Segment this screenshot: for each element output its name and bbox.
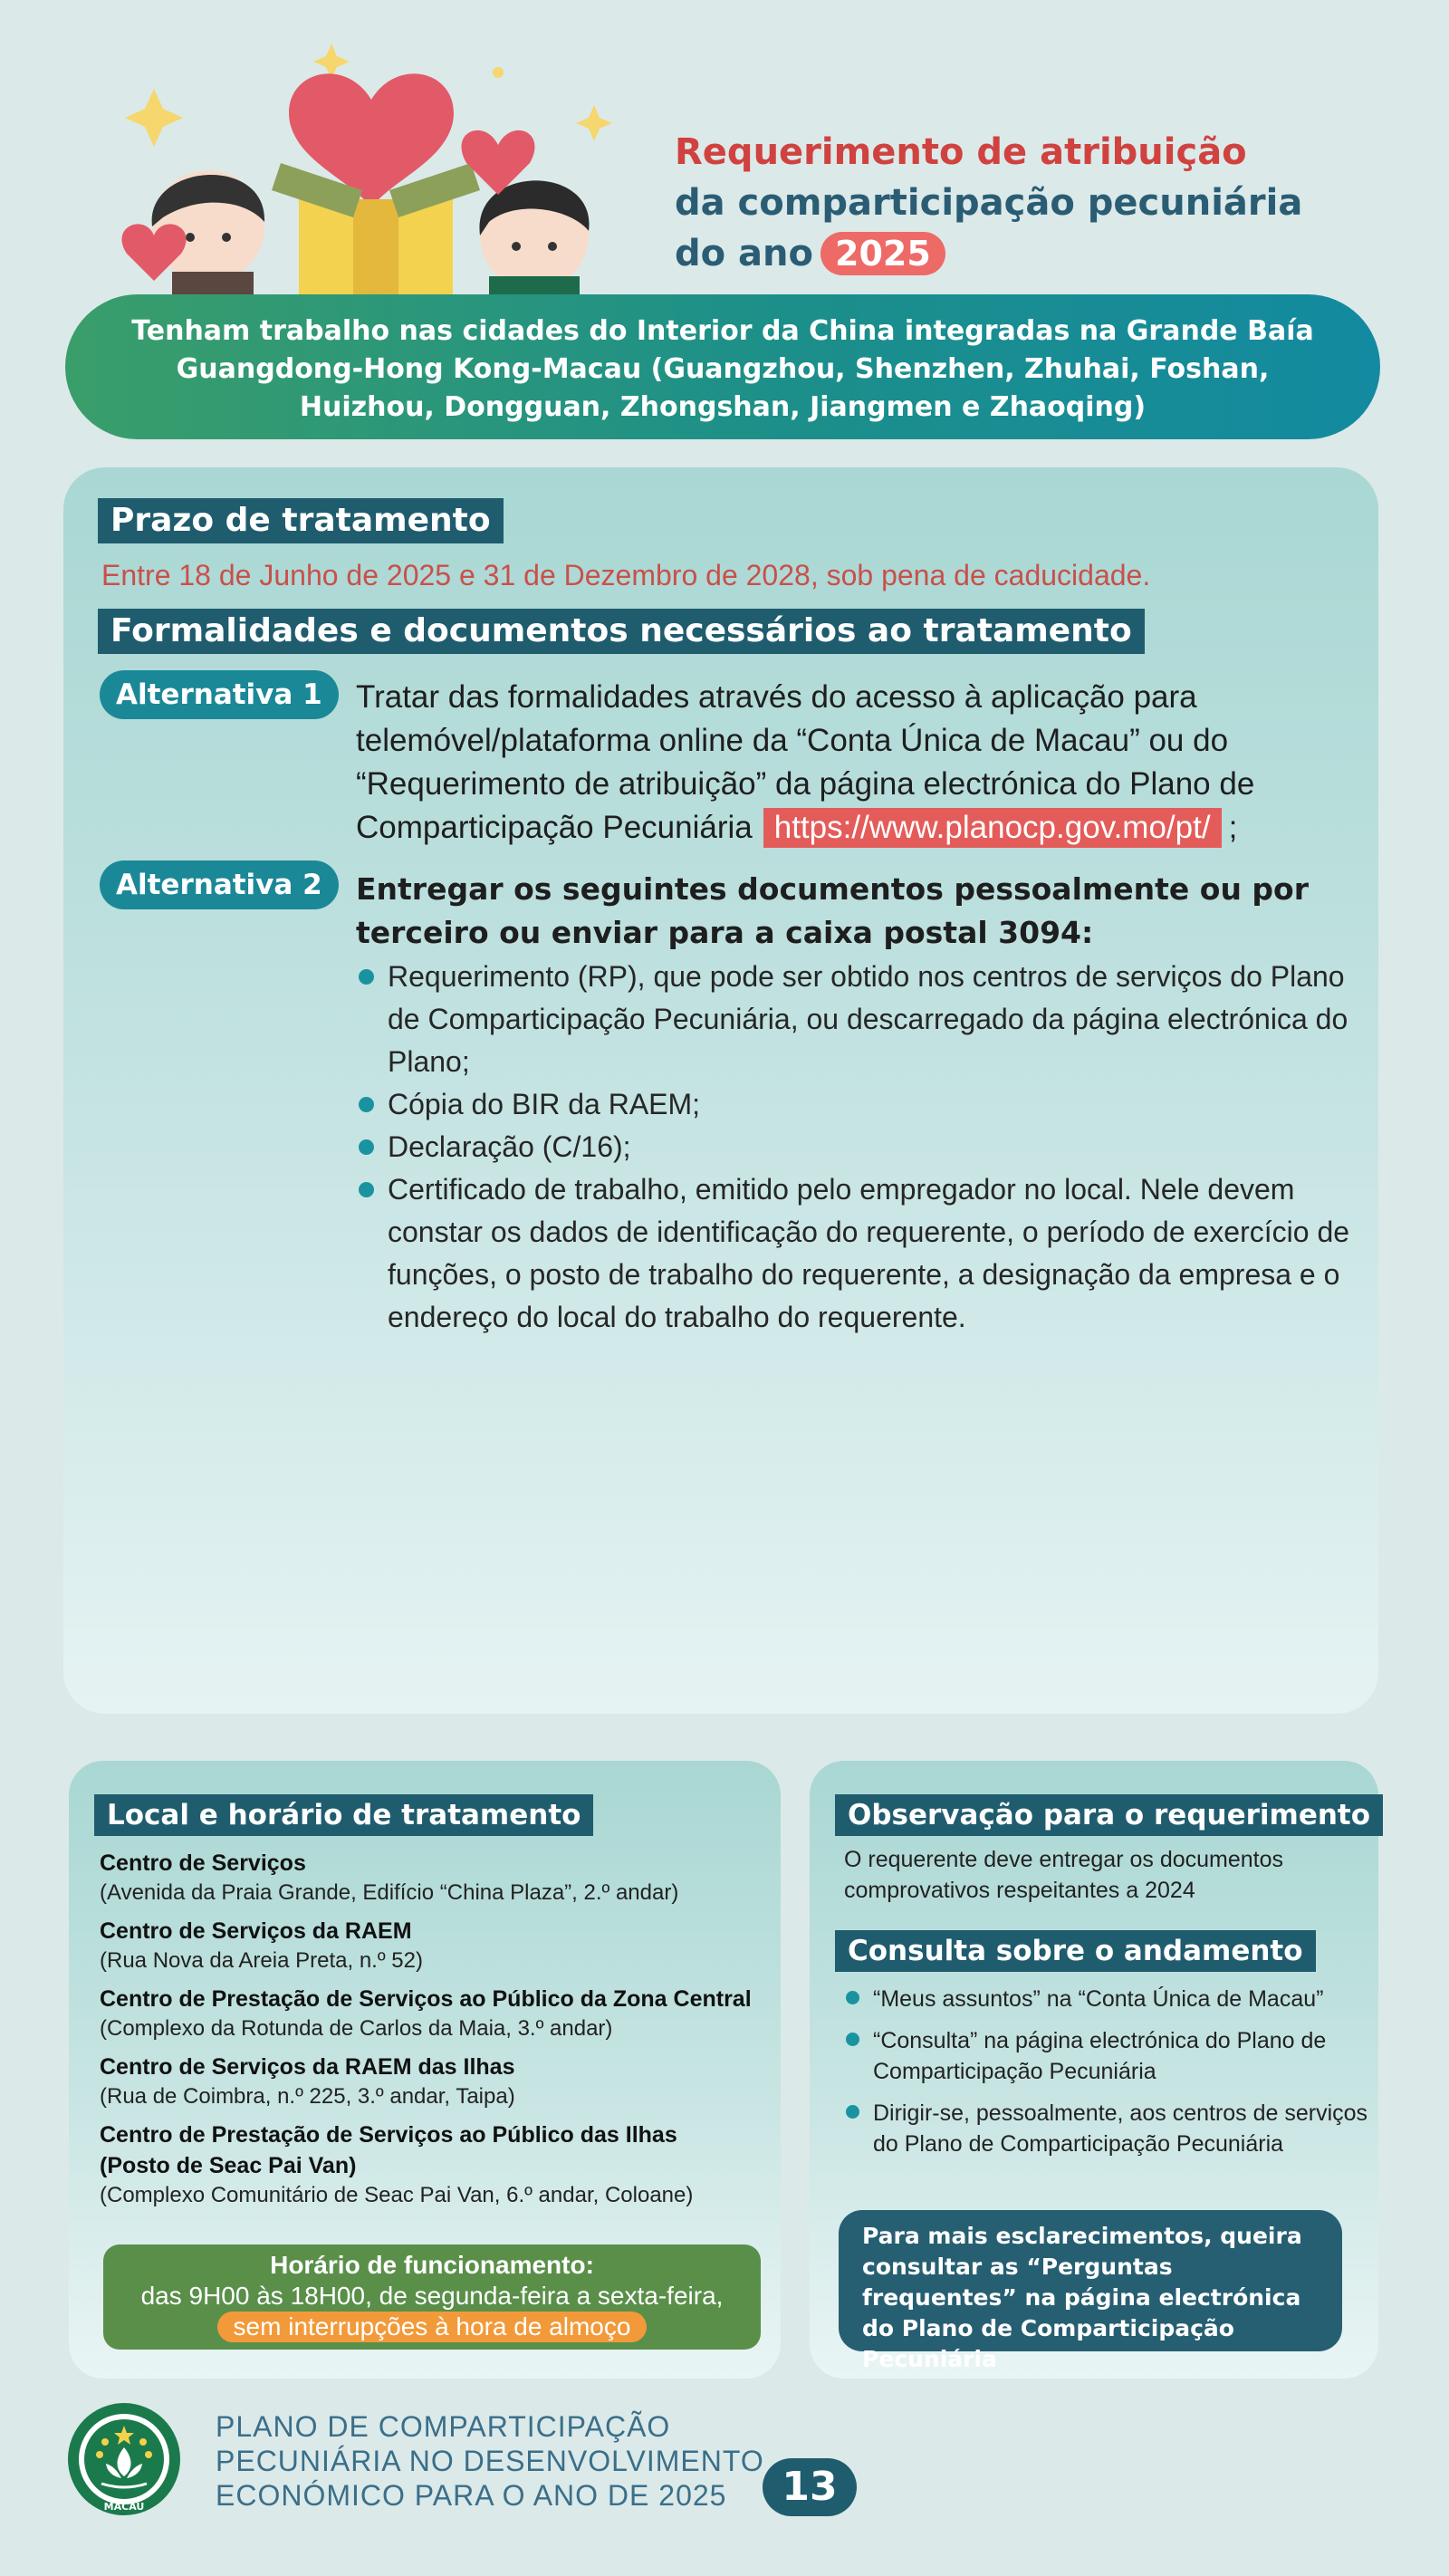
centre-item (100, 1984, 770, 2043)
page-number: 13 (763, 2458, 857, 2516)
prazo-heading: Prazo de tratamento (98, 498, 504, 543)
centre-item (100, 2052, 770, 2111)
hours-note: sem interrupções à hora de almoço (217, 2312, 648, 2342)
alternativa-1-suffix: ; (1228, 810, 1238, 845)
documents-list (388, 956, 1366, 1339)
centre-name: Centro de Serviços (100, 1850, 306, 1876)
centre-address: (Avenida da Praia Grande, Edifício “China Plaza”, 2.º andar) (100, 1880, 679, 1905)
title-line-3-text: do ano (675, 233, 813, 274)
opening-hours-box (103, 2244, 761, 2350)
centre-name: Centro de Prestação de Serviços ao Público da Zona Central (100, 1986, 752, 2012)
hours-text: das 9H00 às 18H00, de segunda-feira a sexta-feira, (140, 2282, 724, 2310)
footer-line-1: PLANO DE COMPARTICIPAÇÃO (216, 2410, 671, 2443)
footer-line-3: ECONÓMICO PARA O ANO DE 2025 (216, 2479, 727, 2512)
consulta-list (873, 1984, 1371, 2170)
faq-box: Para mais esclarecimentos, queira consultar as “Perguntas frequentes” na página electrónica do Plano de Comparticipação Pecuniária (839, 2210, 1342, 2351)
list-item: Declaração (C/16); (388, 1126, 1366, 1168)
observacao-heading: Observação para o requerimento (835, 1794, 1383, 1836)
centre-address: (Rua Nova da Areia Preta, n.º 52) (100, 1948, 423, 1973)
centre-name: Centro de Prestação de Serviços ao Público das Ilhas (Posto de Seac Pai Van) (100, 2122, 677, 2178)
alternativa-1-label: Alternativa 1 (100, 670, 339, 719)
title-line-2: da comparticipação pecuniária (675, 182, 1303, 224)
centre-address: (Complexo da Rotunda de Carlos da Maia, 3.º andar) (100, 2016, 613, 2041)
alternativa-1-body: Tratar das formalidades através do acesso à aplicação para telemóvel/plataforma online da “Conta Única de Macau” ou do “Requerimento de atribuição” da página electrónica do Plano de Comparticipação Pecuniária (356, 679, 1255, 845)
centre-address: (Complexo Comunitário de Seac Pai Van, 6.º andar, Coloane) (100, 2183, 694, 2207)
prazo-text: Entre 18 de Junho de 2025 e 31 de Dezembro de 2028, sob pena de caducidade. (101, 559, 1151, 591)
list-item: “Meus assuntos” na “Conta Única de Macau” (873, 1984, 1371, 2014)
observacao-text: O requerente deve entregar os documentos comprovativos respeitantes a 2024 (844, 1847, 1284, 1903)
footer-line-2: PECUNIÁRIA NO DESENVOLVIMENTO (216, 2445, 764, 2477)
eligibility-banner: Tenham trabalho nas cidades do Interior da China integradas na Grande Baía Guangdong-Hong Kong-Macau (Guangzhou, Shenzhen, Zhuhai, Foshan, Huizhou, Dongguan, Zhongshan, Jiangmen e Zhaoqing) (65, 294, 1380, 439)
year-badge: 2025 (820, 232, 945, 275)
hours-title: Horário de funcionamento: (270, 2251, 594, 2279)
title-line-3 (675, 228, 945, 279)
list-item: Dirigir-se, pessoalmente, aos centros de serviços do Plano de Comparticipação Pecuniária (873, 2098, 1371, 2159)
emblem-label: MACAU (103, 2501, 145, 2513)
consulta-heading: Consulta sobre o andamento (835, 1930, 1316, 1972)
centre-name: Centro de Serviços da RAEM (100, 1918, 412, 1944)
local-heading: Local e horário de tratamento (94, 1794, 593, 1836)
centre-address: (Rua de Coimbra, n.º 225, 3.º andar, Taipa) (100, 2084, 515, 2109)
centre-name: Centro de Serviços da RAEM das Ilhas (100, 2054, 515, 2080)
alternativa-2-text: Entregar os seguintes documentos pessoalmente ou por terceiro ou enviar para a caixa postal 3094: (356, 871, 1310, 950)
centres-list (100, 1848, 770, 2218)
title-line-1: Requerimento de atribuição (675, 131, 1247, 173)
centre-item (100, 1848, 770, 1908)
list-item: Certificado de trabalho, emitido pelo empregador no local. Nele devem constar os dados de identificação do requerente, o período de exercício de funções, o posto de trabalho do requerente, a designação da empresa e o endereço do local do trabalho do requerente. (388, 1168, 1366, 1339)
alternativa-2-label: Alternativa 2 (100, 860, 339, 909)
plan-website-link[interactable]: https://www.planocp.gov.mo/pt/ (763, 808, 1222, 848)
formalidades-heading: Formalidades e documentos necessários ao tratamento (98, 609, 1145, 654)
centre-item (100, 1916, 770, 1975)
kids-hearts-gift-icon (109, 36, 616, 299)
macau-emblem-icon (65, 2400, 183, 2518)
alternativa-1-text (356, 676, 1361, 850)
list-item: “Consulta” na página electrónica do Plano de Comparticipação Pecuniária (873, 2025, 1371, 2087)
list-item: Cópia do BIR da RAEM; (388, 1083, 1366, 1126)
list-item: Requerimento (RP), que pode ser obtido nos centros de serviços do Plano de Comparticipação Pecuniária, ou descarregado da página electrónica do Plano; (388, 956, 1366, 1083)
centre-item (100, 2119, 770, 2210)
